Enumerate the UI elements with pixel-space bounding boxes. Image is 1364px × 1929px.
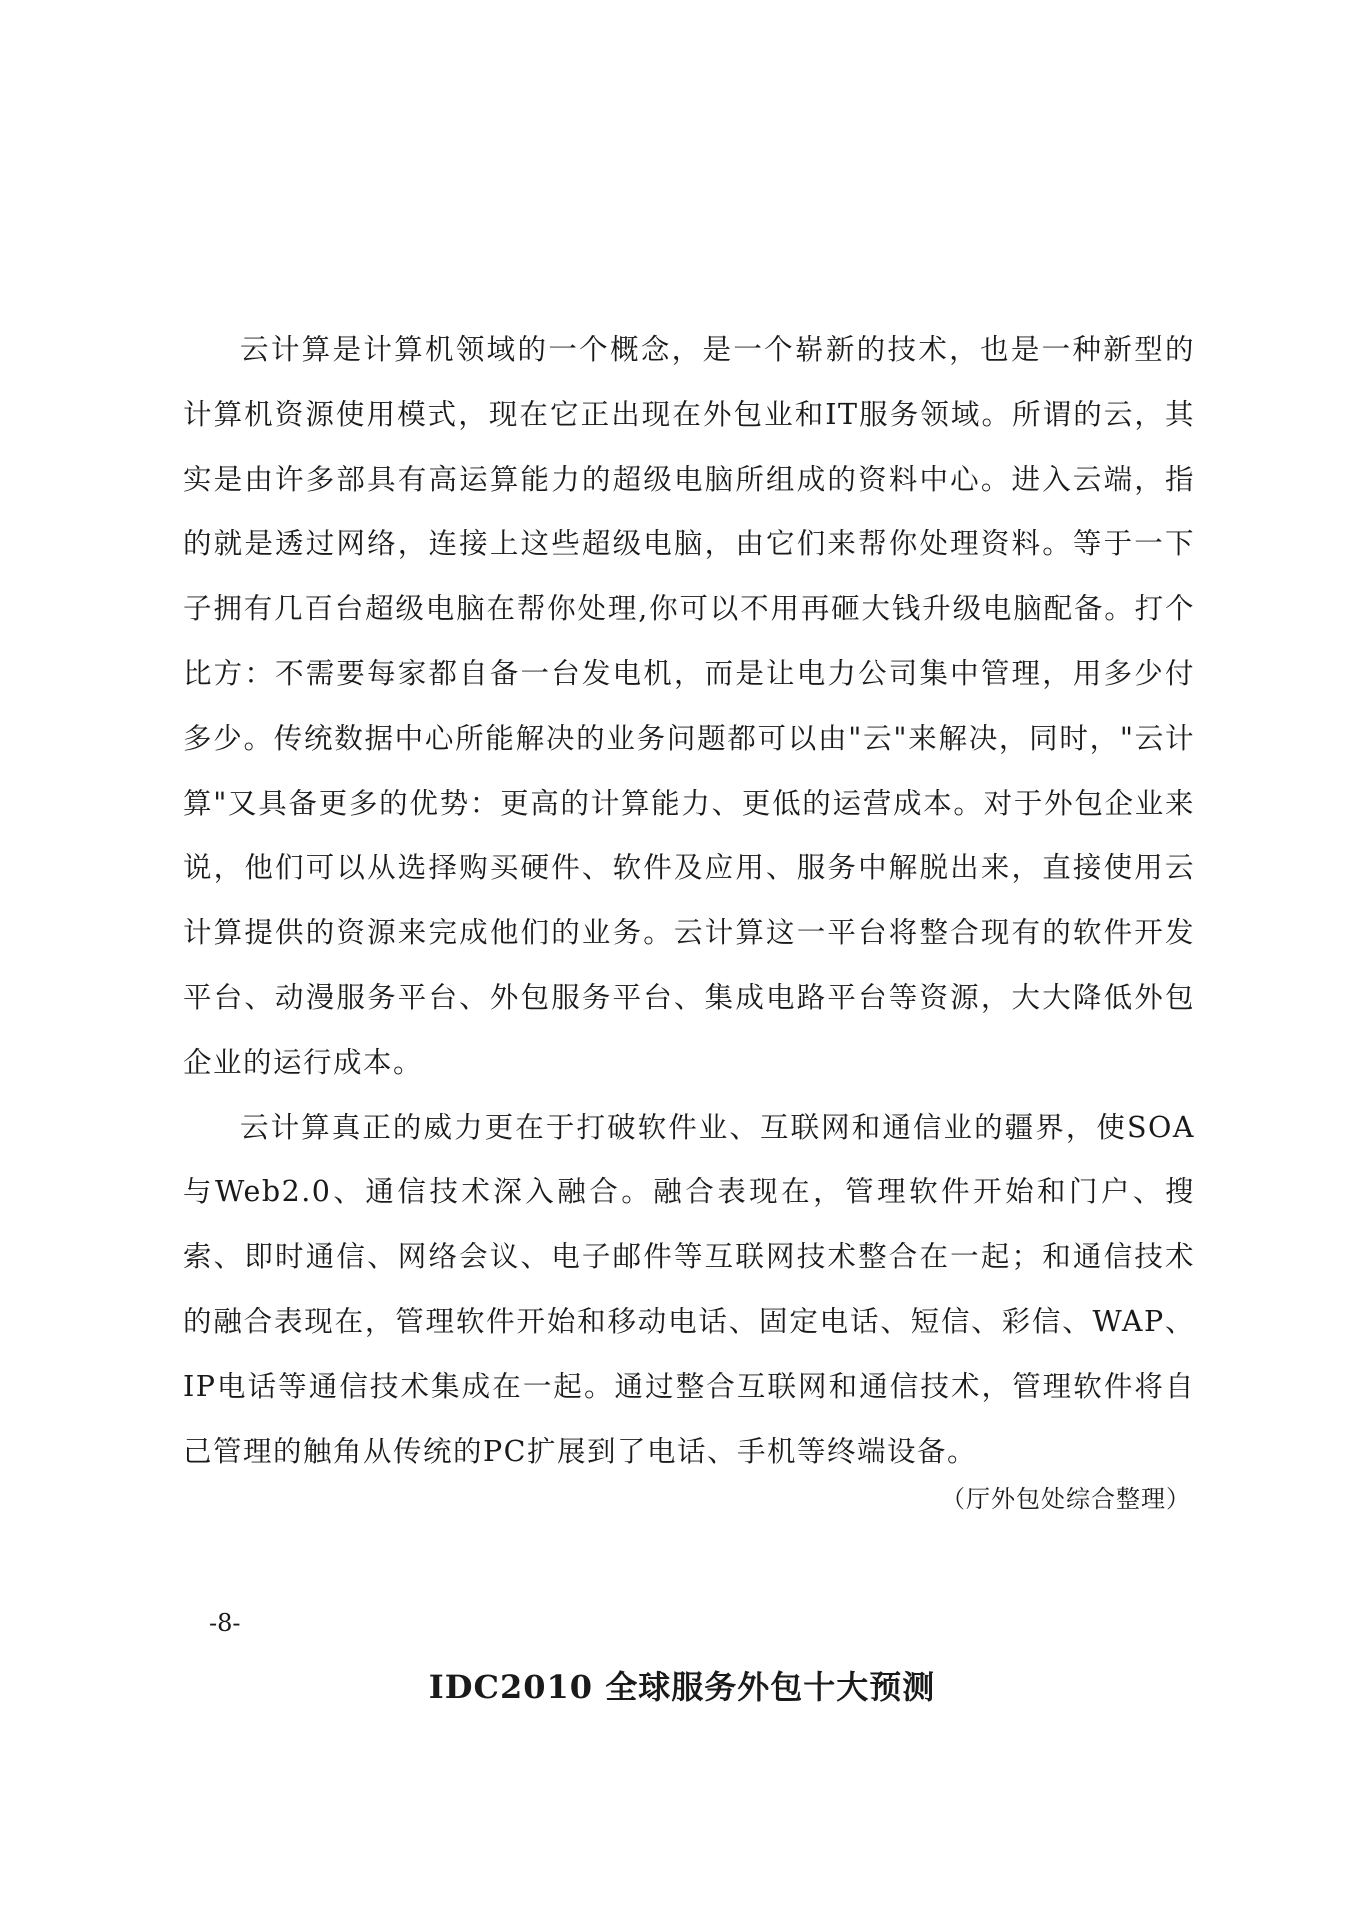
next-section-title: IDC2010 全球服务外包十大预测 (428, 1668, 936, 1706)
source-note: （厅外包处综合整理） (941, 1485, 1191, 1513)
page-number: -8- (209, 1609, 241, 1637)
paragraph-cloud-computing-power: 云计算真正的威力更在于打破软件业、互联网和通信业的疆界，使SOA与Web2.0、通信技术深入融合。融合表现在，管理软件开始和门户、搜索、即时通信、网络会议、电子邮件等互联网技术整合在一起；和通信技术的融合表现在，管理软件开始和移动电话、固定电话、短信、彩信、WAP、IP电话等通信技术集成在一起。通过整合互联网和通信技术，管理软件将自己管理的触角从传统的PC扩展到了电话、手机等终端设备。 (183, 1110, 1195, 1468)
paragraph-cloud-computing-intro: 云计算是计算机领域的一个概念，是一个崭新的技术，也是一种新型的计算机资源使用模式，现在它正出现在外包业和IT服务领域。所谓的云，其实是由许多部具有高运算能力的超级电脑所组成的资料中心。进入云端，指的就是透过网络，连接上这些超级电脑，由它们来帮你处理资料。等于一下子拥有几百台超级电脑在帮你处理,你可以不用再砸大钱升级电脑配备。打个比方：不需要每家都自备一台发电机，而是让电力公司集中管理，用多少付多少。传统数据中心所能解决的业务问题都可以由"云"来解决，同时，"云计算"又具备更多的优势：更高的计算能力、更低的运营成本。对于外包企业来说，他们可以从选择购买硬件、软件及应用、服务中解脱出来，直接使用云计算提供的资源来完成他们的业务。云计算这一平台将整合现有的软件开发平台、动漫服务平台、外包服务平台、集成电路平台等资源，大大降低外包企业的运行成本。 (183, 333, 1195, 1079)
article-body (183, 318, 1195, 1484)
